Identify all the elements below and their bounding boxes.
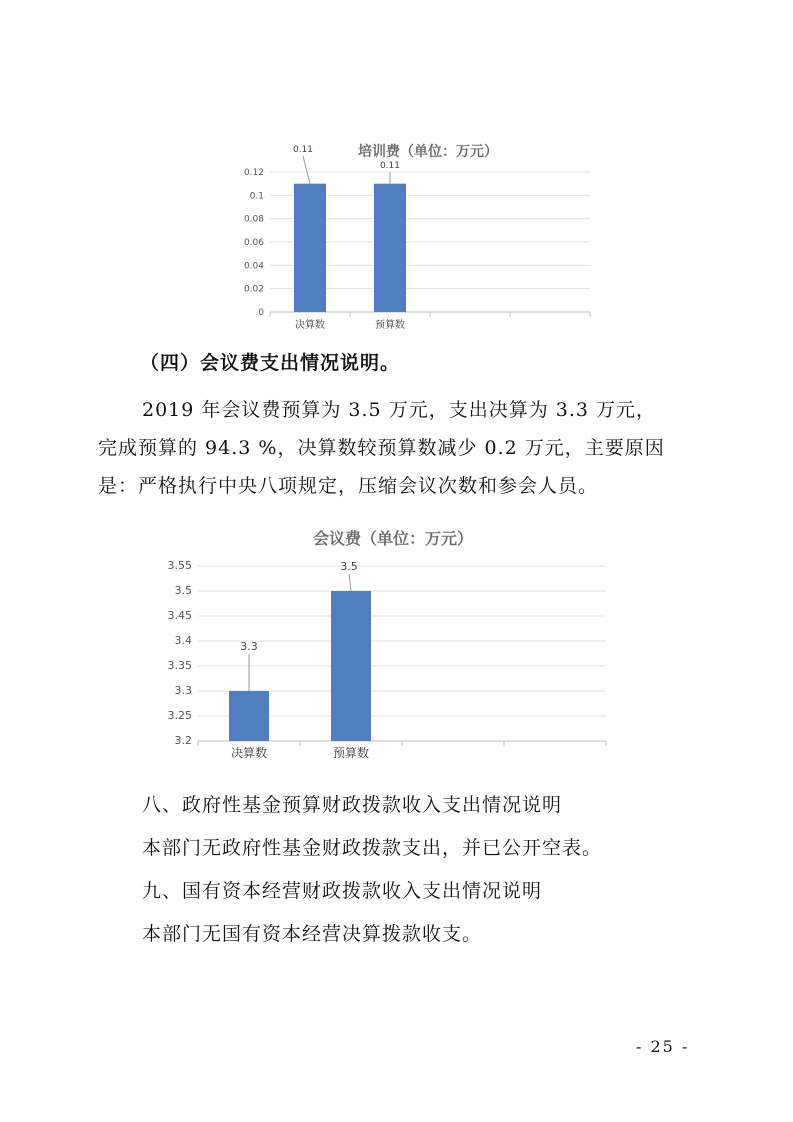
training-chart-y-tick-label: 0.02 <box>243 284 264 295</box>
training-chart-category-label: 预算数 <box>375 320 405 331</box>
training-chart-bar <box>294 184 326 312</box>
meeting-chart-title: 会议费（单位：万元） <box>312 529 474 548</box>
meeting-chart-y-tick-label: 3.5 <box>174 584 192 597</box>
training-chart-y-tick-label: 0.08 <box>243 214 264 225</box>
meeting-chart-leader-line <box>349 574 351 591</box>
meeting-chart-bar <box>331 591 371 741</box>
meeting-chart-data-label: 3.3 <box>240 640 258 653</box>
section4-line-1: 2019 年会议费预算为 3.5 万元，支出决算为 3.3 万元， <box>142 399 656 421</box>
training-chart-title: 培训费（单位：万元） <box>358 144 498 160</box>
meeting-chart-data-label: 3.5 <box>340 560 358 573</box>
training-chart-data-label: 0.11 <box>292 145 314 155</box>
meeting-chart-y-tick-label: 3.3 <box>174 684 192 697</box>
meeting-chart-bar <box>229 691 269 741</box>
training-chart-leader-line <box>303 156 310 184</box>
section4-heading: （四）会议费支出情况说明。 <box>140 352 401 374</box>
meeting-chart-y-tick-label: 3.25 <box>167 709 192 722</box>
training-chart-y-tick-label: 0.1 <box>249 191 264 202</box>
section8-heading: 八、政府性基金预算财政拨款收入支出情况说明 <box>142 794 563 816</box>
training-chart-category-label: 决算数 <box>295 320 325 331</box>
section8-text: 本部门无政府性基金财政拨款支出，并已公开空表。 <box>142 837 603 859</box>
training-chart-bar <box>374 184 406 312</box>
training-chart-y-tick-label: 0 <box>258 308 264 318</box>
meeting-fee-chart-svg <box>148 520 618 770</box>
section4-line-3: 是：严格执行中央八项规定，压缩会议次数和参会人员。 <box>98 475 599 497</box>
training-chart-data-label: 0.11 <box>379 161 401 171</box>
training-chart-y-tick-label: 0.06 <box>243 238 264 248</box>
meeting-chart-y-tick-label: 3.4 <box>174 634 192 647</box>
training-chart-y-tick-label: 0.12 <box>243 168 264 178</box>
meeting-fee-chart <box>148 520 618 770</box>
training-chart-y-tick-label: 0.04 <box>243 261 264 272</box>
meeting-chart-category-label: 预算数 <box>332 746 370 760</box>
meeting-chart-y-tick-label: 3.55 <box>167 559 192 572</box>
training-fee-chart <box>228 132 608 337</box>
meeting-chart-y-tick-label: 3.45 <box>167 609 192 622</box>
page-number: - 25 - <box>636 1037 690 1056</box>
training-fee-chart-svg <box>228 132 608 337</box>
section4-paragraph <box>98 391 698 505</box>
meeting-chart-y-tick-label: 3.35 <box>167 659 192 672</box>
section9-text: 本部门无国有资本经营决算拨款收支。 <box>142 923 483 945</box>
section9-heading: 九、国有资本经营财政拨款收入支出情况说明 <box>142 880 543 902</box>
section4-line-2: 完成预算的 94.3 %，决算数较预算数减少 0.2 万元，主要原因 <box>98 437 665 459</box>
meeting-chart-y-tick-label: 3.2 <box>174 734 192 747</box>
meeting-chart-category-label: 决算数 <box>230 746 268 760</box>
